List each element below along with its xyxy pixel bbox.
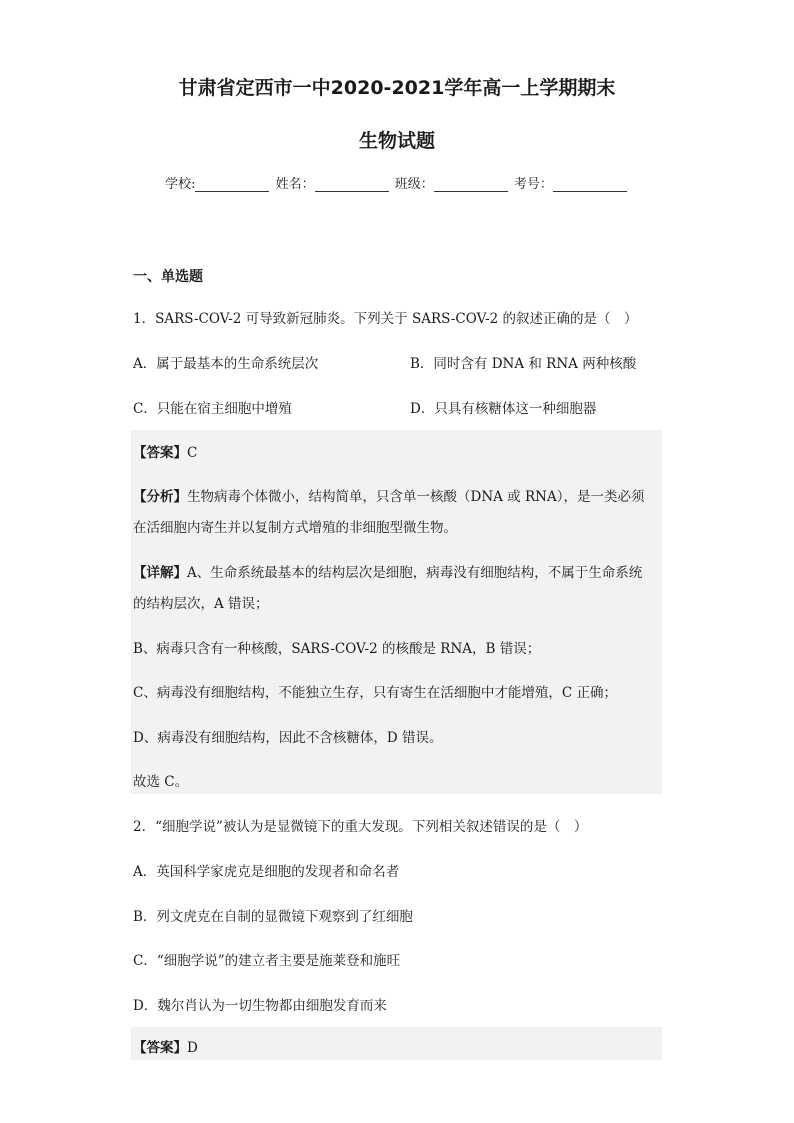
q1-option-a: A．属于最基本的生命系统层次 (133, 356, 319, 372)
q1-analysis-text-1: 生物病毒个体微小，结构简单，只含单一核酸（DNA 或 RNA），是一类必须 (187, 489, 645, 505)
q1-stem: 1．SARS-COV-2 可导致新冠肺炎。下列关于 SARS-COV-2 的叙述正确的是（ ） (133, 311, 638, 327)
q1-answer (133, 441, 197, 461)
exam-number-blank[interactable] (553, 177, 627, 192)
q2-option-c: C．“细胞学说”的建立者主要是施莱登和施旺 (133, 953, 401, 969)
class-blank[interactable] (434, 177, 508, 192)
school-label: 学校: (165, 177, 196, 192)
q1-detail-line-1 (133, 561, 642, 581)
q1-detail-text-1: A、生命系统最基本的结构层次是细胞，病毒没有细胞结构，不属于生命系统 (187, 565, 643, 581)
q1-option-c: C．只能在宿主细胞中增殖 (133, 401, 292, 417)
class-label: 班级： (394, 177, 434, 192)
school-blank[interactable] (195, 177, 269, 192)
q1-option-d: D．只具有核糖体这一种细胞器 (410, 401, 597, 417)
title-line-2: 生物试题 (358, 130, 435, 152)
q1-answer-value: C (187, 445, 198, 461)
q1-detail-line-2: 的结构层次，A 错误； (133, 596, 269, 612)
analysis-label: 【分析】 (133, 489, 187, 505)
q1-detail-line-4: C、病毒没有细胞结构，不能独立生存，只有寄生在活细胞中才能增殖，C 正确； (133, 685, 617, 701)
q1-detail-line-3: B、病毒只含有一种核酸，SARS-COV-2 的核酸是 RNA，B 错误； (133, 641, 541, 657)
q2-stem: 2．“细胞学说”被认为是显微镜下的重大发现。下列相关叙述错误的是（ ） (133, 819, 588, 835)
q2-answer (133, 1036, 198, 1056)
section-title: 一、单选题 (133, 269, 203, 285)
exam-number-label: 考号： (513, 177, 553, 192)
q1-analysis-line-2: 在活细胞内寄生并以复制方式增殖的非细胞型微生物。 (133, 520, 457, 536)
q2-option-b: B．列文虎克在自制的显微镜下观察到了红细胞 (133, 909, 413, 925)
answer-label: 【答案】 (133, 445, 187, 461)
q1-analysis-line-1 (133, 485, 644, 505)
name-blank[interactable] (315, 177, 389, 192)
q2-option-d: D．魏尔肖认为一切生物都由细胞发育而来 (133, 998, 387, 1014)
q1-detail-line-5: D、病毒没有细胞结构，因此不含核糖体，D 错误。 (133, 730, 443, 746)
q1-answer-block (131, 430, 662, 794)
name-label: 姓名： (275, 177, 315, 192)
q2-answer-block (131, 1027, 662, 1060)
q1-conclusion: 故选 C。 (133, 774, 189, 790)
q1-option-b: B．同时含有 DNA 和 RNA 两种核酸 (410, 356, 637, 372)
q2-answer-value: D (187, 1040, 198, 1056)
title-line-1: 甘肃省定西市一中2020-2021学年高一上学期期末 (178, 77, 616, 99)
detail-label: 【详解】 (133, 565, 187, 581)
student-info-row (0, 173, 794, 192)
answer-label: 【答案】 (133, 1040, 187, 1056)
q2-option-a: A．英国科学家虎克是细胞的发现者和命名者 (133, 864, 400, 880)
